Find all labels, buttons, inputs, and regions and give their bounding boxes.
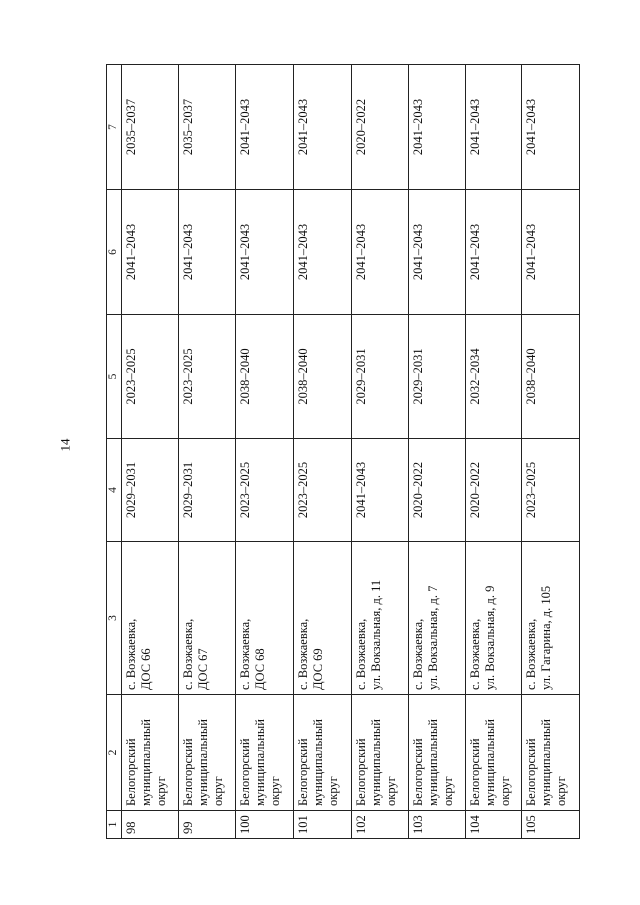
- address-settlement: с. Возжаевка,: [411, 618, 426, 690]
- table-row: [122, 65, 179, 839]
- row-number: 101: [293, 811, 351, 839]
- address-cell: [522, 542, 580, 695]
- period-col7-cell: 2041–2043: [236, 65, 294, 190]
- period-col6-cell: 2041–2043: [409, 190, 466, 315]
- address-settlement: с. Возжаевка,: [467, 618, 482, 690]
- table-frame: [106, 65, 580, 839]
- row-number: 104: [465, 811, 522, 839]
- period-col7-cell: 2020–2022: [351, 65, 409, 190]
- district-cell: Белогорский муниципальный округ: [178, 695, 236, 811]
- district-cell: Белогорский муниципальный округ: [409, 695, 466, 811]
- district-cell: Белогорский муниципальный округ: [293, 695, 351, 811]
- row-number: 99: [178, 811, 236, 839]
- period-col4-cell: 2029–2031: [122, 439, 179, 542]
- district-cell: Белогорский муниципальный округ: [122, 695, 179, 811]
- period-col4-cell: 2023–2025: [293, 439, 351, 542]
- period-col7-cell: 2035–2037: [122, 65, 179, 190]
- header-cell-1: 1: [107, 811, 122, 839]
- address-building: ДОС 69: [310, 648, 325, 690]
- address-building: ДОС 66: [139, 648, 154, 690]
- period-col7-cell: 2035–2037: [178, 65, 236, 190]
- address-cell: [293, 542, 351, 695]
- period-col6-cell: 2041–2043: [236, 190, 294, 315]
- period-col4-cell: 2029–2031: [178, 439, 236, 542]
- period-col5-cell: 2038–2040: [522, 315, 580, 439]
- period-col7-cell: 2041–2043: [465, 65, 522, 190]
- address-building: ул. Вокзальная, д. 7: [426, 585, 441, 690]
- address-settlement: с. Возжаевка,: [124, 618, 139, 690]
- period-col4-cell: 2020–2022: [409, 439, 466, 542]
- address-cell: [178, 542, 236, 695]
- address-cell: [465, 542, 522, 695]
- period-col4-cell: 2023–2025: [236, 439, 294, 542]
- table-row: [465, 65, 522, 839]
- address-settlement: с. Возжаевка,: [238, 618, 253, 690]
- row-number: 98: [122, 811, 179, 839]
- period-col7-cell: 2041–2043: [522, 65, 580, 190]
- district-cell: Белогорский муниципальный округ: [236, 695, 294, 811]
- address-building: ул. Гагарина, д. 105: [539, 585, 554, 690]
- page-number: [57, 435, 73, 455]
- district-cell: Белогорский муниципальный округ: [351, 695, 409, 811]
- header-row: [107, 65, 122, 839]
- address-building: ул. Вокзальная, д. 9: [482, 585, 497, 690]
- address-cell: [236, 542, 294, 695]
- address-settlement: с. Возжаевка,: [295, 618, 310, 690]
- period-col4-cell: 2041–2043: [351, 439, 409, 542]
- table-row: [293, 65, 351, 839]
- header-cell-2: 2: [107, 695, 122, 811]
- table-row: [409, 65, 466, 839]
- header-cell-4: 4: [107, 439, 122, 542]
- address-building: ул. Вокзальная, д. 11: [368, 579, 383, 690]
- period-col7-cell: 2041–2043: [293, 65, 351, 190]
- period-col6-cell: 2041–2043: [465, 190, 522, 315]
- address-settlement: с. Возжаевка,: [180, 618, 195, 690]
- header-cell-6: 6: [107, 190, 122, 315]
- period-col5-cell: 2038–2040: [236, 315, 294, 439]
- period-col5-cell: 2032–2034: [465, 315, 522, 439]
- address-cell: [122, 542, 179, 695]
- period-col4-cell: 2020–2022: [465, 439, 522, 542]
- row-number: 102: [351, 811, 409, 839]
- page-number-text: 14: [57, 438, 72, 452]
- row-number: 105: [522, 811, 580, 839]
- row-number: 103: [409, 811, 466, 839]
- header-cell-5: 5: [107, 315, 122, 439]
- address-cell: [351, 542, 409, 695]
- period-col6-cell: 2041–2043: [522, 190, 580, 315]
- address-settlement: с. Возжаевка,: [353, 618, 368, 690]
- address-cell: [409, 542, 466, 695]
- period-col5-cell: 2023–2025: [122, 315, 179, 439]
- table-body: [107, 65, 580, 839]
- address-building: ДОС 67: [195, 648, 210, 690]
- period-col6-cell: 2041–2043: [351, 190, 409, 315]
- period-col6-cell: 2041–2043: [122, 190, 179, 315]
- header-cell-3: 3: [107, 542, 122, 695]
- table-row: [236, 65, 294, 839]
- table-row: [178, 65, 236, 839]
- row-number: 100: [236, 811, 294, 839]
- schedule-table: [106, 64, 580, 839]
- table-row: [522, 65, 580, 839]
- district-cell: Белогорский муниципальный округ: [522, 695, 580, 811]
- header-cell-7: 7: [107, 65, 122, 190]
- address-settlement: с. Возжаевка,: [524, 618, 539, 690]
- period-col6-cell: 2041–2043: [293, 190, 351, 315]
- period-col6-cell: 2041–2043: [178, 190, 236, 315]
- period-col5-cell: 2029–2031: [409, 315, 466, 439]
- district-cell: Белогорский муниципальный округ: [465, 695, 522, 811]
- table-row: [351, 65, 409, 839]
- period-col5-cell: 2023–2025: [178, 315, 236, 439]
- period-col5-cell: 2038–2040: [293, 315, 351, 439]
- period-col4-cell: 2023–2025: [522, 439, 580, 542]
- period-col7-cell: 2041–2043: [409, 65, 466, 190]
- period-col5-cell: 2029–2031: [351, 315, 409, 439]
- address-building: ДОС 68: [253, 648, 268, 690]
